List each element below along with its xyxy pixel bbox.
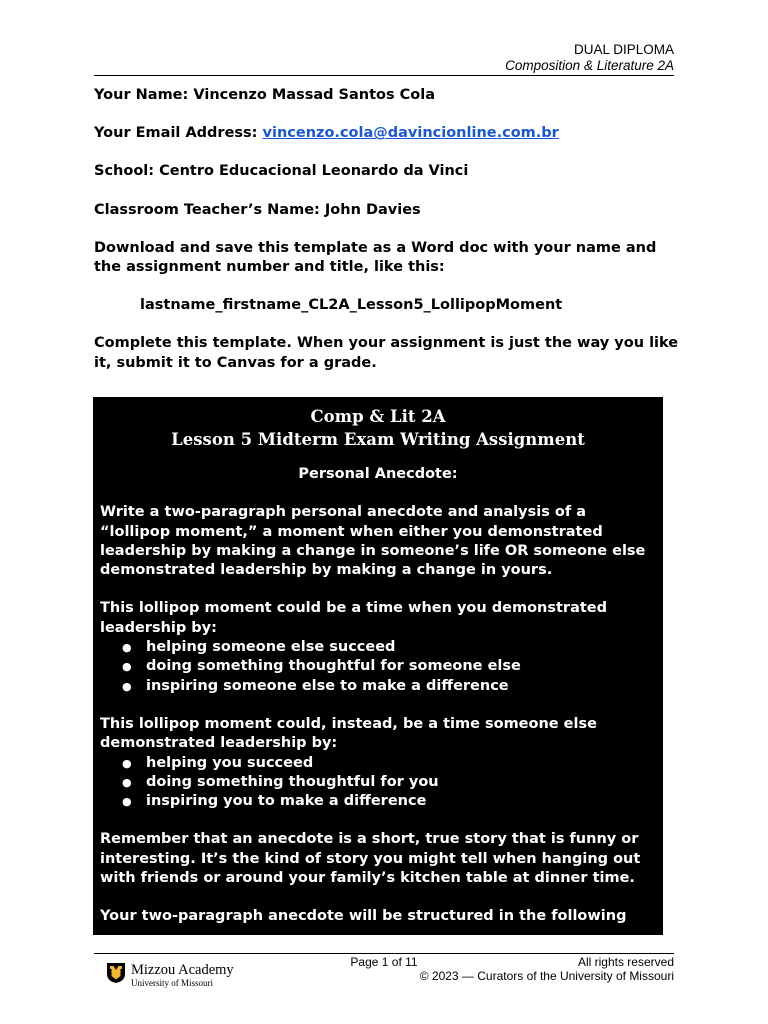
logo-subtitle: University of Missouri <box>131 978 213 988</box>
mizzou-shield-icon <box>106 962 126 984</box>
page-header <box>505 42 674 74</box>
list-item: ● inspiring someone else to make a difference <box>100 677 656 696</box>
assignment-intro: Write a two-paragraph personal anecdote and analysis of a “lollipop moment,” a moment when either you demonstrated leadership by making a change in someone’s life OR someone else demonstrated leadership by making a change in yours. <box>100 504 646 579</box>
page-number: Page 1 of 11 <box>350 955 418 969</box>
teacher-value[interactable]: John Davies <box>324 201 421 218</box>
you-lead-list <box>100 638 656 696</box>
student-info <box>94 86 684 392</box>
list-item: ● inspiring you to make a difference <box>100 792 656 811</box>
mizzou-academy-logo <box>106 962 234 988</box>
header-program: DUAL DIPLOMA <box>573 42 674 57</box>
list-item: ● doing something thoughtful for you <box>100 773 656 792</box>
list-item: ● doing something thoughtful for someone else <box>100 657 656 676</box>
assignment-subtitle: Personal Anecdote: <box>298 466 458 482</box>
download-instruction: Download and save this template as a Word doc with your name and the assignment number and title, like this: <box>94 239 657 276</box>
list-item: ● helping someone else succeed <box>100 638 656 657</box>
copyright-text: © 2023 — Curators of the University of Missouri <box>419 969 674 983</box>
header-divider <box>94 75 674 76</box>
school-field <box>94 162 684 181</box>
logo-name: Mizzou Academy <box>131 962 234 978</box>
complete-instruction: Complete this template. When your assignment is just the way you like it, submit it to Canvas for a grade. <box>94 335 679 371</box>
assignment-title: Lesson 5 Midterm Exam Writing Assignment <box>171 430 585 449</box>
email-field <box>94 124 684 143</box>
name-value[interactable]: Vincenzo Massad Santos Cola <box>193 87 436 103</box>
header-course: Composition & Literature 2A <box>505 58 674 73</box>
name-field <box>94 86 684 105</box>
school-value[interactable]: Centro Educacional Leonardo da Vinci <box>159 163 469 180</box>
anecdote-definition: Remember that an anecdote is a short, true story that is funny or interesting. It’s the kind of story you might tell when hanging out with friends or around your family’s kitchen table at dinner time. <box>100 831 641 887</box>
assignment-course-title: Comp & Lit 2A <box>310 407 446 426</box>
email-link[interactable]: vincenzo.cola@davincionline.com.br <box>262 125 559 142</box>
rights-text: All rights reserved <box>577 955 674 969</box>
footer-rights <box>420 955 674 983</box>
other-lead-intro: This lollipop moment could, instead, be a time someone else demonstrated leadership by: <box>100 715 597 752</box>
structure-intro: Your two-paragraph anecdote will be structured in the following <box>100 908 627 925</box>
name-label: Your Name: <box>94 87 189 103</box>
other-lead-list <box>100 754 656 812</box>
school-label: School: <box>94 163 155 180</box>
teacher-field <box>94 201 684 220</box>
footer-divider <box>94 953 674 954</box>
assignment-box <box>93 397 663 935</box>
teacher-label: Classroom Teacher’s Name: <box>94 201 320 218</box>
list-item: ● helping you succeed <box>100 754 656 773</box>
you-lead-intro: This lollipop moment could be a time when you demonstrated leadership by: <box>100 600 608 636</box>
filename-example: lastname_firstname_CL2A_Lesson5_LollipopMoment <box>140 297 563 314</box>
email-label: Your Email Address: <box>94 125 258 142</box>
